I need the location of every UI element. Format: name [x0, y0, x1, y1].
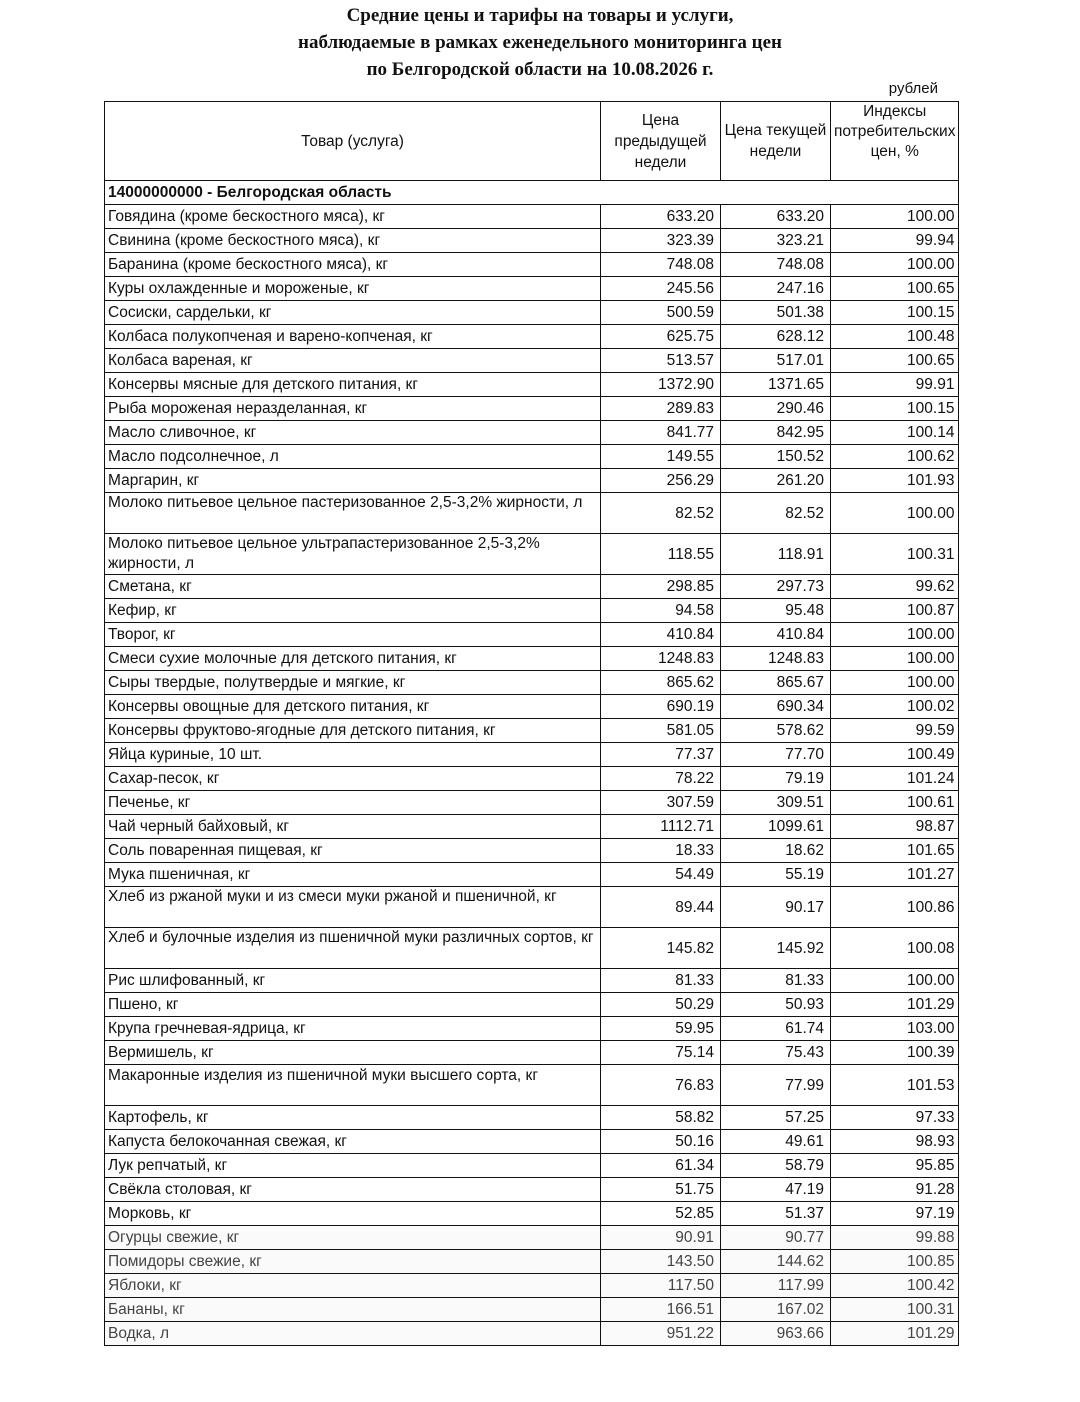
table-row [105, 253, 959, 277]
curr-price-cell: 167.02 [721, 1298, 831, 1322]
curr-price-cell: 50.93 [721, 993, 831, 1017]
curr-price-cell: 144.62 [721, 1250, 831, 1274]
price-index-cell: 101.53 [831, 1065, 959, 1106]
product-name-cell: Куры охлажденные и мороженые, кг [105, 277, 601, 301]
product-name-cell: Сахар-песок, кг [105, 767, 601, 791]
table-row [105, 1154, 959, 1178]
product-name-cell: Водка, л [105, 1322, 601, 1346]
prev-price-cell: 1112.71 [601, 815, 721, 839]
curr-price-cell: 49.61 [721, 1130, 831, 1154]
price-index-cell: 98.87 [831, 815, 959, 839]
prev-price-cell: 90.91 [601, 1226, 721, 1250]
price-index-cell: 100.00 [831, 671, 959, 695]
table-header-row [105, 102, 959, 181]
prev-price-cell: 118.55 [601, 534, 721, 575]
price-index-cell: 101.93 [831, 469, 959, 493]
table-row [105, 277, 959, 301]
price-index-cell: 100.00 [831, 623, 959, 647]
table-row [105, 1178, 959, 1202]
price-index-cell: 99.94 [831, 229, 959, 253]
product-name-cell: Лук репчатый, кг [105, 1154, 601, 1178]
table-row [105, 743, 959, 767]
price-index-cell: 100.15 [831, 397, 959, 421]
product-name-cell: Говядина (кроме бескостного мяса), кг [105, 205, 601, 229]
prev-price-cell: 690.19 [601, 695, 721, 719]
table-row [105, 839, 959, 863]
product-name-cell: Масло подсолнечное, л [105, 445, 601, 469]
table-row [105, 534, 959, 575]
prev-price-cell: 143.50 [601, 1250, 721, 1274]
price-index-cell: 100.65 [831, 277, 959, 301]
curr-price-cell: 82.52 [721, 493, 831, 534]
curr-price-cell: 290.46 [721, 397, 831, 421]
curr-price-cell: 628.12 [721, 325, 831, 349]
prev-price-cell: 81.33 [601, 969, 721, 993]
title-line-1: Средние цены и тарифы на товары и услуги, [346, 5, 734, 26]
prev-price-cell: 625.75 [601, 325, 721, 349]
curr-price-cell: 309.51 [721, 791, 831, 815]
table-row [105, 791, 959, 815]
price-index-cell: 101.65 [831, 839, 959, 863]
curr-price-cell: 90.77 [721, 1226, 831, 1250]
table-row [105, 1298, 959, 1322]
prev-price-cell: 500.59 [601, 301, 721, 325]
price-index-cell: 100.00 [831, 647, 959, 671]
prev-price-cell: 256.29 [601, 469, 721, 493]
table-row [105, 445, 959, 469]
curr-price-cell: 150.52 [721, 445, 831, 469]
price-index-cell: 91.28 [831, 1178, 959, 1202]
price-index-cell: 100.42 [831, 1274, 959, 1298]
product-name-cell: Хлеб и булочные изделия из пшеничной муки различных сортов, кг [105, 928, 601, 969]
product-name-cell: Помидоры свежие, кг [105, 1250, 601, 1274]
title-line-2: наблюдаемые в рамках еженедельного мониторинга цен [298, 32, 782, 53]
curr-price-cell: 47.19 [721, 1178, 831, 1202]
curr-price-cell: 865.67 [721, 671, 831, 695]
table-row [105, 229, 959, 253]
prev-price-cell: 18.33 [601, 839, 721, 863]
price-index-cell: 100.00 [831, 253, 959, 277]
curr-price-cell: 842.95 [721, 421, 831, 445]
table-row [105, 1106, 959, 1130]
curr-price-cell: 410.84 [721, 623, 831, 647]
prev-price-cell: 76.83 [601, 1065, 721, 1106]
price-index-cell: 100.14 [831, 421, 959, 445]
product-name-cell: Крупа гречневая-ядрица, кг [105, 1017, 601, 1041]
curr-price-cell: 297.73 [721, 575, 831, 599]
prev-price-cell: 50.16 [601, 1130, 721, 1154]
product-name-cell: Кефир, кг [105, 599, 601, 623]
price-index-cell: 100.31 [831, 1298, 959, 1322]
price-index-cell: 100.87 [831, 599, 959, 623]
table-row [105, 969, 959, 993]
price-index-cell: 100.00 [831, 205, 959, 229]
product-name-cell: Огурцы свежие, кг [105, 1226, 601, 1250]
product-name-cell: Соль поваренная пищевая, кг [105, 839, 601, 863]
price-index-cell: 95.85 [831, 1154, 959, 1178]
prev-price-cell: 323.39 [601, 229, 721, 253]
prev-price-cell: 307.59 [601, 791, 721, 815]
table-row [105, 993, 959, 1017]
table-row [105, 647, 959, 671]
prev-price-cell: 94.58 [601, 599, 721, 623]
curr-price-cell: 578.62 [721, 719, 831, 743]
product-name-cell: Баранина (кроме бескостного мяса), кг [105, 253, 601, 277]
table-row [105, 1041, 959, 1065]
curr-price-cell: 61.74 [721, 1017, 831, 1041]
price-index-cell: 99.91 [831, 373, 959, 397]
table-row [105, 493, 959, 534]
product-name-cell: Рис шлифованный, кг [105, 969, 601, 993]
product-name-cell: Свёкла столовая, кг [105, 1178, 601, 1202]
product-name-cell: Капуста белокочанная свежая, кг [105, 1130, 601, 1154]
header-prev-price: Цена предыдущей недели [601, 102, 721, 181]
prev-price-cell: 748.08 [601, 253, 721, 277]
product-name-cell: Макаронные изделия из пшеничной муки высшего сорта, кг [105, 1065, 601, 1106]
price-index-cell: 101.27 [831, 863, 959, 887]
prev-price-cell: 117.50 [601, 1274, 721, 1298]
prev-price-cell: 1372.90 [601, 373, 721, 397]
price-table [104, 101, 959, 1346]
table-row [105, 397, 959, 421]
curr-price-cell: 1248.83 [721, 647, 831, 671]
curr-price-cell: 58.79 [721, 1154, 831, 1178]
curr-price-cell: 51.37 [721, 1202, 831, 1226]
table-row [105, 695, 959, 719]
curr-price-cell: 1099.61 [721, 815, 831, 839]
price-index-cell: 100.39 [831, 1041, 959, 1065]
table-row [105, 767, 959, 791]
curr-price-cell: 95.48 [721, 599, 831, 623]
curr-price-cell: 690.34 [721, 695, 831, 719]
price-index-cell: 99.59 [831, 719, 959, 743]
product-name-cell: Сыры твердые, полутвердые и мягкие, кг [105, 671, 601, 695]
price-index-cell: 97.19 [831, 1202, 959, 1226]
curr-price-cell: 55.19 [721, 863, 831, 887]
price-index-cell: 100.86 [831, 887, 959, 928]
product-name-cell: Колбаса полукопченая и варено-копченая, кг [105, 325, 601, 349]
curr-price-cell: 501.38 [721, 301, 831, 325]
price-index-cell: 103.00 [831, 1017, 959, 1041]
curr-price-cell: 261.20 [721, 469, 831, 493]
currency-unit-label: рублей [888, 80, 938, 97]
curr-price-cell: 633.20 [721, 205, 831, 229]
prev-price-cell: 245.56 [601, 277, 721, 301]
prev-price-cell: 50.29 [601, 993, 721, 1017]
product-name-cell: Смеси сухие молочные для детского питания, кг [105, 647, 601, 671]
product-name-cell: Сметана, кг [105, 575, 601, 599]
prev-price-cell: 89.44 [601, 887, 721, 928]
curr-price-cell: 77.99 [721, 1065, 831, 1106]
region-row [105, 181, 959, 205]
prev-price-cell: 865.62 [601, 671, 721, 695]
price-index-cell: 100.61 [831, 791, 959, 815]
product-name-cell: Картофель, кг [105, 1106, 601, 1130]
prev-price-cell: 145.82 [601, 928, 721, 969]
curr-price-cell: 75.43 [721, 1041, 831, 1065]
price-index-cell: 99.62 [831, 575, 959, 599]
table-row [105, 469, 959, 493]
curr-price-cell: 18.62 [721, 839, 831, 863]
prev-price-cell: 51.75 [601, 1178, 721, 1202]
product-name-cell: Колбаса вареная, кг [105, 349, 601, 373]
product-name-cell: Маргарин, кг [105, 469, 601, 493]
curr-price-cell: 77.70 [721, 743, 831, 767]
table-row [105, 928, 959, 969]
prev-price-cell: 951.22 [601, 1322, 721, 1346]
header-product: Товар (услуга) [105, 102, 601, 181]
curr-price-cell: 81.33 [721, 969, 831, 993]
table-row [105, 815, 959, 839]
curr-price-cell: 963.66 [721, 1322, 831, 1346]
product-name-cell: Хлеб из ржаной муки и из смеси муки ржаной и пшеничной, кг [105, 887, 601, 928]
prev-price-cell: 298.85 [601, 575, 721, 599]
table-row [105, 1017, 959, 1041]
price-index-cell: 100.65 [831, 349, 959, 373]
prev-price-cell: 58.82 [601, 1106, 721, 1130]
curr-price-cell: 323.21 [721, 229, 831, 253]
region-label: 14000000000 - Белгородская область [105, 181, 959, 205]
product-name-cell: Свинина (кроме бескостного мяса), кг [105, 229, 601, 253]
price-index-cell: 100.15 [831, 301, 959, 325]
prev-price-cell: 513.57 [601, 349, 721, 373]
product-name-cell: Масло сливочное, кг [105, 421, 601, 445]
header-curr-price: Цена текущей недели [721, 102, 831, 181]
prev-price-cell: 61.34 [601, 1154, 721, 1178]
table-row [105, 349, 959, 373]
table-row [105, 1065, 959, 1106]
table-row [105, 1250, 959, 1274]
price-index-cell: 100.49 [831, 743, 959, 767]
table-row [105, 1202, 959, 1226]
price-index-cell: 100.00 [831, 969, 959, 993]
table-row [105, 863, 959, 887]
product-name-cell: Яблоки, кг [105, 1274, 601, 1298]
prev-price-cell: 75.14 [601, 1041, 721, 1065]
price-index-cell: 101.29 [831, 993, 959, 1017]
product-name-cell: Бананы, кг [105, 1298, 601, 1322]
prev-price-cell: 59.95 [601, 1017, 721, 1041]
price-index-cell: 101.24 [831, 767, 959, 791]
product-name-cell: Творог, кг [105, 623, 601, 647]
table-row [105, 887, 959, 928]
table-row [105, 575, 959, 599]
price-index-cell: 97.33 [831, 1106, 959, 1130]
product-name-cell: Морковь, кг [105, 1202, 601, 1226]
table-row [105, 623, 959, 647]
price-index-cell: 100.48 [831, 325, 959, 349]
product-name-cell: Молоко питьевое цельное ультрапастеризованное 2,5-3,2% жирности, л [105, 534, 601, 575]
curr-price-cell: 247.16 [721, 277, 831, 301]
price-index-cell: 98.93 [831, 1130, 959, 1154]
price-index-cell: 100.62 [831, 445, 959, 469]
product-name-cell: Печенье, кг [105, 791, 601, 815]
document-title [0, 2, 1080, 83]
curr-price-cell: 57.25 [721, 1106, 831, 1130]
prev-price-cell: 149.55 [601, 445, 721, 469]
price-index-cell: 99.88 [831, 1226, 959, 1250]
table-row [105, 421, 959, 445]
price-index-cell: 100.02 [831, 695, 959, 719]
table-row [105, 1322, 959, 1346]
prev-price-cell: 289.83 [601, 397, 721, 421]
prev-price-cell: 1248.83 [601, 647, 721, 671]
product-name-cell: Мука пшеничная, кг [105, 863, 601, 887]
product-name-cell: Вермишель, кг [105, 1041, 601, 1065]
table-row [105, 671, 959, 695]
table-row [105, 719, 959, 743]
curr-price-cell: 517.01 [721, 349, 831, 373]
table-row [105, 301, 959, 325]
curr-price-cell: 117.99 [721, 1274, 831, 1298]
prev-price-cell: 78.22 [601, 767, 721, 791]
price-index-cell: 100.08 [831, 928, 959, 969]
product-name-cell: Консервы мясные для детского питания, кг [105, 373, 601, 397]
prev-price-cell: 166.51 [601, 1298, 721, 1322]
header-price-index: Индексы потребительских цен, % [831, 102, 959, 181]
price-index-cell: 100.00 [831, 493, 959, 534]
prev-price-cell: 633.20 [601, 205, 721, 229]
table-row [105, 1274, 959, 1298]
table-row [105, 1226, 959, 1250]
curr-price-cell: 748.08 [721, 253, 831, 277]
product-name-cell: Сосиски, сардельки, кг [105, 301, 601, 325]
price-index-cell: 100.31 [831, 534, 959, 575]
prev-price-cell: 52.85 [601, 1202, 721, 1226]
product-name-cell: Молоко питьевое цельное пастеризованное 2,5-3,2% жирности, л [105, 493, 601, 534]
table-row [105, 373, 959, 397]
prev-price-cell: 54.49 [601, 863, 721, 887]
product-name-cell: Консервы овощные для детского питания, кг [105, 695, 601, 719]
prev-price-cell: 82.52 [601, 493, 721, 534]
prev-price-cell: 841.77 [601, 421, 721, 445]
curr-price-cell: 90.17 [721, 887, 831, 928]
curr-price-cell: 1371.65 [721, 373, 831, 397]
table-row [105, 205, 959, 229]
price-index-cell: 101.29 [831, 1322, 959, 1346]
price-index-cell: 100.85 [831, 1250, 959, 1274]
prev-price-cell: 410.84 [601, 623, 721, 647]
product-name-cell: Чай черный байховый, кг [105, 815, 601, 839]
product-name-cell: Рыба мороженая неразделанная, кг [105, 397, 601, 421]
curr-price-cell: 145.92 [721, 928, 831, 969]
prev-price-cell: 581.05 [601, 719, 721, 743]
prev-price-cell: 77.37 [601, 743, 721, 767]
product-name-cell: Пшено, кг [105, 993, 601, 1017]
curr-price-cell: 79.19 [721, 767, 831, 791]
product-name-cell: Яйца куриные, 10 шт. [105, 743, 601, 767]
table-row [105, 599, 959, 623]
curr-price-cell: 118.91 [721, 534, 831, 575]
table-row [105, 1130, 959, 1154]
title-line-3: по Белгородской области на 10.08.2026 г. [366, 59, 714, 80]
product-name-cell: Консервы фруктово-ягодные для детского питания, кг [105, 719, 601, 743]
table-row [105, 325, 959, 349]
